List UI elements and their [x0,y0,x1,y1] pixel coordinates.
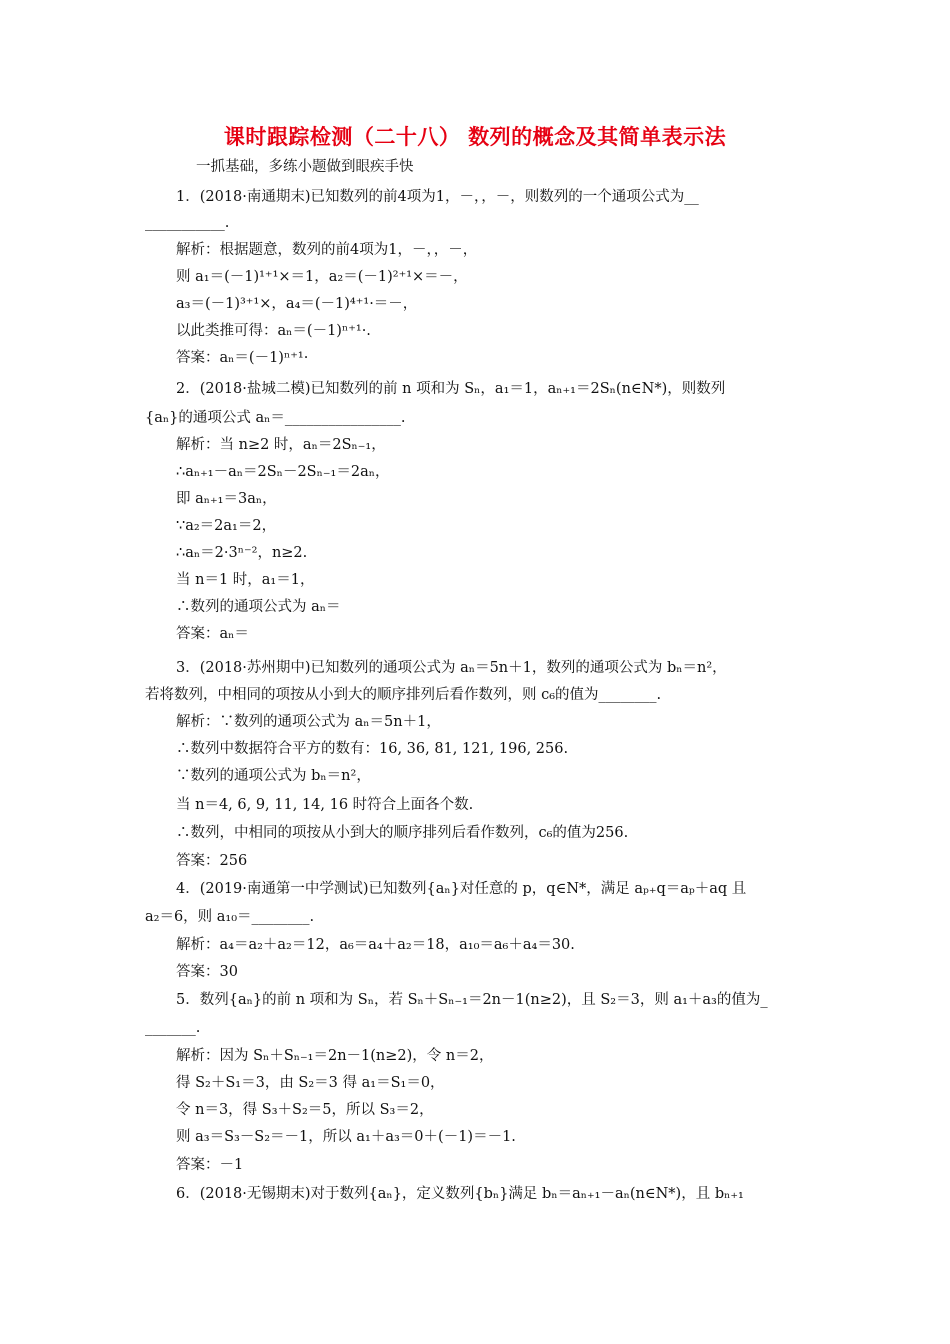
problem-6-line: 6．(2018·无锡期末)对于数列{aₙ}，定义数列{bₙ}满足 bₙ＝aₙ₊₁－aₙ(n∈N*)，且 bₙ₊₁ [176,1186,744,1202]
answer-line: 答案：256 [176,853,248,869]
solution-line: ∴数列，中相同的项按从小到大的顺序排列后看作数列，c₆的值为256. [176,825,629,841]
solution-line: 得 S₂＋S₁＝3，由 S₂＝3 得 a₁＝S₁＝0， [176,1075,445,1091]
solution-line: 令 n＝3，得 S₃＋S₂＝5，所以 S₃＝2， [176,1102,434,1118]
solution-line: 解析：因为 Sₙ＋Sₙ₋₁＝2n－1(n≥2)，令 n＝2， [176,1048,494,1064]
solution-line: ∵数列的通项公式为 bₙ＝n²， [176,768,371,784]
problem-3-line: 若将数列，中相同的项按从小到大的顺序排列后看作数列，则 c₆的值为________. [145,687,662,703]
solution-line: 解析：根据题意，数列的前4项为1，－，，－， [176,242,478,258]
answer-line: 答案：aₙ＝ [176,626,249,642]
solution-line: 则 a₃＝S₃－S₂＝－1，所以 a₁＋a₃＝0＋(－1)＝－1. [176,1129,516,1145]
problem-5-line: _______. [145,1020,201,1036]
solution-line: 解析：a₄＝a₂＋a₂＝12，a₆＝a₄＋a₂＝18，a₁₀＝a₆＋a₄＝30. [176,937,575,953]
solution-line: 当 n＝4, 6, 9, 11, 14, 16 时符合上面各个数. [176,797,474,813]
problem-4-line: 4．(2019·南通第一中学测试)已知数列{aₙ}对任意的 p，q∈N*，满足 aₚ₊q＝aₚ＋aq 且 [176,881,747,897]
problem-4-line: a₂＝6，则 a₁₀＝________. [145,909,315,925]
problem-1-line: 1．(2018·南通期末)已知数列的前4项为1，－，，－，则数列的一个通项公式为__ [176,189,699,205]
page-title: 课时跟踪检测（二十八） 数列的概念及其简单表示法 [223,125,727,149]
answer-line: 答案：30 [176,964,238,980]
problem-1-line: ___________. [145,215,230,231]
answer-line: 答案：aₙ＝(－1)ⁿ⁺¹· [176,350,309,366]
solution-line: ∴aₙ₊₁－aₙ＝2Sₙ－2Sₙ₋₁＝2aₙ， [176,464,390,480]
solution-line: 以此类推可得：aₙ＝(－1)ⁿ⁺¹·. [176,323,371,339]
solution-line: ∴数列中数据符合平方的数有：16, 36, 81, 121, 196, 256. [176,741,569,757]
solution-line: ∵a₂＝2a₁＝2， [176,518,277,534]
problem-3-line: 3．(2018·苏州期中)已知数列的通项公式为 aₙ＝5n＋1，数列的通项公式为 bₙ＝n²， [176,660,727,676]
problem-2-line: 2．(2018·盐城二模)已知数列的前 n 项和为 Sₙ，a₁＝1，aₙ₊₁＝2Sₙ(n∈N*)，则数列 [176,381,726,397]
solution-line: ∴aₙ＝2·3ⁿ⁻²，n≥2. [176,545,308,561]
solution-line: ∴数列的通项公式为 aₙ＝ [176,599,341,615]
problem-2-line: {aₙ}的通项公式 aₙ＝________________. [145,410,406,426]
solution-line: 即 aₙ₊₁＝3aₙ， [176,491,277,507]
solution-line: 解析：当 n≥2 时，aₙ＝2Sₙ₋₁， [176,437,386,453]
solution-line: 解析：∵数列的通项公式为 aₙ＝5n＋1， [176,714,441,730]
solution-line: 则 a₁＝(－1)¹⁺¹×＝1，a₂＝(－1)²⁺¹×＝－， [176,269,468,285]
solution-line: 当 n＝1 时，a₁＝1， [176,572,315,588]
problem-5-line: 5．数列{aₙ}的前 n 项和为 Sₙ，若 Sₙ＋Sₙ₋₁＝2n－1(n≥2)，且 S₂＝3，则 a₁＋a₃的值为_ [176,992,768,1008]
subtitle: 一抓基础，多练小题做到眼疾手快 [196,159,414,175]
answer-line: 答案：－1 [176,1157,244,1173]
solution-line: a₃＝(－1)³⁺¹×，a₄＝(－1)⁴⁺¹·＝－， [176,296,418,312]
